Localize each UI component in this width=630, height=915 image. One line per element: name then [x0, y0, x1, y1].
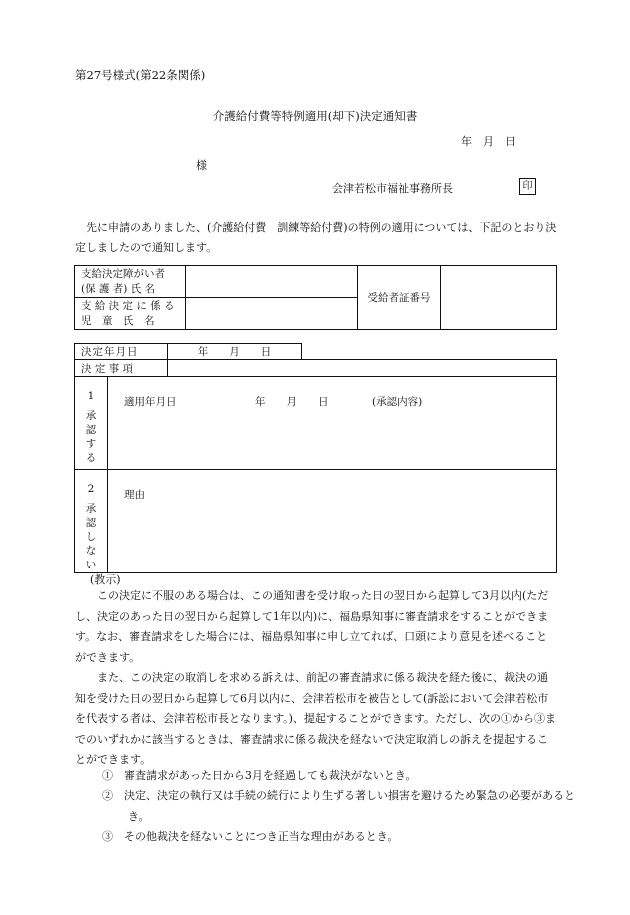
notice-item-2: ② 決定、決定の執行又は手続の続行により生ずる著しい損害を避けるため緊急の必要があるとき。	[102, 789, 575, 823]
recipient-table	[74, 265, 557, 330]
decision-items-spacer	[168, 360, 557, 377]
approve-number: 1	[87, 390, 95, 402]
decision-date-label: 決定年月日	[75, 344, 168, 360]
child-label-cell	[75, 298, 186, 330]
reject-column	[75, 470, 108, 573]
beneficiary-label-cell	[75, 266, 186, 298]
id-number-label: 受給者証番号	[358, 266, 441, 330]
approve-column	[75, 377, 108, 470]
reject-vertical-label: 承 認 し な い	[85, 503, 97, 571]
approve-vertical-label: 承 認 す る	[85, 410, 97, 464]
beneficiary-label-line2: (保 護 者) 氏 名	[81, 282, 156, 295]
seal-stamp: 印	[519, 178, 536, 195]
decision-items-header	[74, 359, 557, 377]
recipient-honorific: 様	[196, 159, 207, 172]
decision-date-value[interactable]: 年 月 日	[168, 344, 302, 360]
notice-heading: (教示)	[90, 573, 121, 586]
approve-content-cell[interactable]	[108, 377, 557, 470]
notice-item-1: ① 審査請求があった日から3月を経過しても裁決がないとき。	[102, 769, 417, 782]
child-name-field[interactable]	[186, 298, 358, 330]
id-number-field[interactable]	[441, 266, 557, 330]
notice-item-3: ③ その他裁決を経ないことにつき正当な理由があるとき。	[102, 830, 399, 843]
intro-paragraph: 先に申請のありました、(介護給付費 訓練等給付費)の特例の適用については、下記のとおり決定しましたので通知します。	[75, 221, 557, 254]
document-title: 介護給付費等特例適用(却下)決定通知書	[212, 109, 418, 123]
beneficiary-name-field[interactable]	[186, 266, 358, 298]
child-label-line1: 支 給 決 定 に 係 る	[81, 299, 175, 312]
decision-rows-table	[74, 376, 557, 573]
decision-items-label: 決 定 事 項	[75, 360, 168, 377]
notice-paragraph-1: この決定に不服のある場合は、この通知書を受け取った日の翌日から起算して3月以内(ただし、決定のあった日の翌日から起算して1年以内)に、福島県知事に審査請求をすることができます。なお、審査請求をした場合には、福島県知事に申し立てれば、口頭により意見を述べることができます。	[75, 589, 549, 664]
notice-paragraph-2: また、この決定の取消しを求める訴えは、前記の審査請求に係る裁決を経た後に、裁決の通知を受けた日の翌日から起算して6月以内に、会津若松市を被告として(訴訟において会津若松市を代表する者は、会津若松市長となります。)、提起することができます。ただし、次の①から③までのいずれかに該当するときは、審査請求に係る裁決を経ないで決定取消しの訴えを提起することができます。	[75, 671, 557, 766]
issuer-office: 会津若松市福祉事務所長	[332, 182, 453, 195]
reject-content-cell[interactable]	[108, 470, 557, 573]
reject-number: 2	[87, 483, 95, 495]
issue-date: 年 月 日	[461, 135, 516, 148]
child-label-line2: 児 童 氏 名	[81, 314, 155, 327]
approval-content-label: (承認内容)	[372, 396, 423, 408]
decision-date-table	[74, 343, 302, 360]
form-number: 第27号様式(第22条関係)	[75, 68, 206, 82]
beneficiary-label-line1: 支給決定障がい者	[81, 267, 165, 280]
apply-date-value: 年 月 日	[255, 396, 329, 408]
reason-label: 理由	[124, 489, 145, 501]
apply-date-label: 適用年月日	[124, 396, 177, 408]
